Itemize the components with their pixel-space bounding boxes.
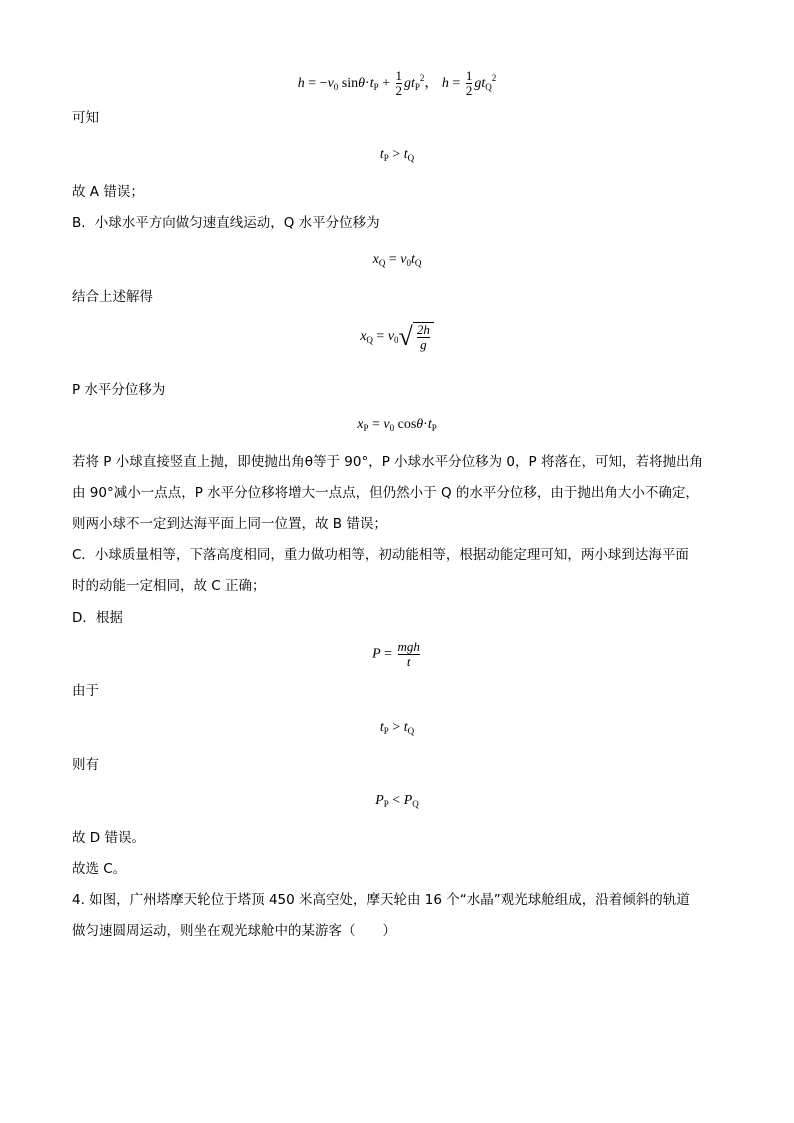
text-then: 则有 xyxy=(72,757,99,773)
text-p-para-2: 由 90°减小一点点，P 水平分位移将增大一点点，但仍然小于 Q 的水平分位移，由于抛出角大小不确定， xyxy=(72,485,699,501)
equation-xp: $x_P = v_0$ $\cos\theta\cdot t_P$ xyxy=(357,417,437,433)
equation-tp-gt-tq: $t_P > t_Q$ xyxy=(379,147,415,163)
text-c-para-2: 时的动能一定相同，故 C 正确； xyxy=(72,578,266,594)
equation-tp-gt-tq-2: $t_P > t_Q$ xyxy=(379,720,415,736)
text-q4-line-2: 做匀速圆周运动，则坐在观光球舱中的某游客（ ） xyxy=(72,923,396,939)
text-c-para-1: C．小球质量相等，下落高度相同，重力做功相等，初动能相等，根据动能定理可知，两小球到达海平面 xyxy=(72,547,689,563)
equation-power: P = $\frac{\text{mgh}}{t}$ xyxy=(372,639,420,669)
text-d-intro: D．根据 xyxy=(72,610,123,626)
text-d-wrong: 故 D 错误。 xyxy=(72,830,145,846)
text-choose-c: 故选 C。 xyxy=(72,861,127,877)
text-ke-zhi: 可知 xyxy=(72,110,99,126)
equation-pp-lt-pq: $P_P < P_Q$ xyxy=(375,793,419,809)
text-p-para-3: 则两小球不一定到达海平面上同一位置，故 B 错误； xyxy=(72,516,387,532)
text-q4-line-1: 4. 如图，广州塔摩天轮位于塔顶 450 米高空处，摩天轮由 16 个“水晶”观光球舱组成，沿着倾斜的轨道 xyxy=(72,892,690,908)
text-b-intro: B．小球水平方向做匀速直线运动，Q 水平分位移为 xyxy=(72,215,380,231)
equation-xq-sqrt: $x_Q = v_0√$ $\frac{2h}{g}$ xyxy=(0,322,794,352)
text-because: 由于 xyxy=(72,683,99,699)
text-a-wrong: 故 A 错误； xyxy=(72,184,144,200)
equation-h-projectile: $h = -v_0$ $\sin\theta\cdot t_P$ + $\frac{1}{2}$ $gt_P^2$， h = $\frac{1}{2}$ $gt_Q^2$ xyxy=(297,68,497,99)
text-p-disp: P 水平分位移为 xyxy=(72,382,166,398)
equation-xq-v0-tq: $x_Q = v_0t_Q$ xyxy=(372,252,422,268)
text-combine: 结合上述解得 xyxy=(72,289,153,305)
text-p-para-1: 若将 P 小球直接竖直上抛，即使抛出角θ等于 90°，P 小球水平分位移为 0，P 将落在，可知，若将抛出角 xyxy=(72,454,703,470)
